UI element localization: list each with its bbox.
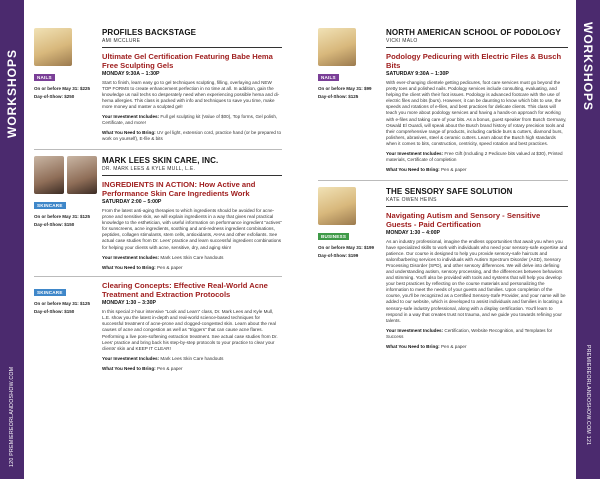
day-of-show-price: Day-of-Show: $150 (34, 221, 75, 227)
investment-text: Free Gift (Including 2 Pedicure bits valued at $30), Printed materials, Certificate of completion (386, 151, 563, 163)
what-to-bring (102, 265, 282, 271)
session-description: Start to finish, learn easy go to gel techniques sculpting, filling, overlaying and NEW TOP FORMS to create enhancement perfection in no time at all. In addition, gain the knowledge us nail techs so desperately need when experiencing possible hema and di-hema allergies. This class is packed with info and techniques to save you time, make more money and master a sculpted gel! (102, 80, 280, 110)
session-card (34, 281, 282, 372)
session-description: As an industry professional, imagine the endless opportunities that await you when you have specialized skills to work with individuals who need your sensory-safe expertise and patience. Our course is designed to help you provide sensory-safe haircuts and salon/barbering services to individuals with Autism Spectrum Disorder (ASD), Sensory Processing Disorder (SPD), and other sensory differences. We will delve into defining and understanding autism, sensory processing, and the differences between behaviors and stimming. You'll also be provided with tools and systems that will help you develop your best practices by reflecting on the course materials and personalizing the information to meet the needs of your guests and families. Upon completion of the course, you'll be recognized as a Certified Sensory-Safe Provider, and your name will be added to our website, which is developed to assist individuals and families in locating a sensory-safe industry professional, along with a display certification. You'll learn to respond in a way that creates trust not trauma, and we guide you towards refining your talents. (386, 238, 568, 323)
bring-label: What You Need to Bring: (386, 167, 440, 173)
bring-text: Pen & paper (156, 365, 183, 371)
investment-label: Your Investment Includes: (102, 254, 160, 260)
bring-text: Pen & paper (156, 264, 183, 270)
presenter-photo (34, 156, 64, 194)
investment-includes (102, 255, 282, 261)
left-page-footer: 120 PREMIEREORLANDOSHOW.COM (9, 366, 15, 467)
divider (102, 175, 282, 176)
company-name: THE SENSORY SAFE SOLUTION (386, 186, 513, 196)
investment-text: Full gel sculpting kit (Value of $00), Top forms, Gel polish, Certificate, and more! (102, 114, 278, 126)
session-description: In this special 2-hour intensive "Look and Learn" class, Dr. Mark Lees and Kyle Mull, L.E. show you the latest in-depth and real-world science-based techniques for successful treatment of acne-prone and clogged-congested skin. Learn about the real causes of acne and congestion as well as "triggers" that can cause acne flares. Performing a live pore-softening extraction treatment. See actual case studies from Dr. Lees' practice and bring back his step-by-step protocols to your practice to clear your clients' skin and KEEP IT CLEAR! (102, 309, 278, 351)
session-description: With ever-changing clientele getting pedicures, foot care services must go beyond the pretty toes and polished nails. Podology services include consulting, evaluating, and helping the client with their foot issues. Podology is advanced footcare with the use of electric files and bits (burs). However, it can be daunting to know which bits to use, the speeds and rotations of e-files, and best practices for delicate clients. This class will teach you more about podology services and having a hands-on approach for working with e-files and taking care of your bits. As a bonus, guest speaker from Busch Germany, Oswald El Ouardi, will speak about the Busch brand history of rotary precision tools and their comprehensive range of products, including carbide burs & cutters, diamond burs, polishers, abrasives, steel & ceramic cutters. Learn about the Busch high standards when it comes to bits, construction, centricity, speed rotation and best practices. (386, 80, 567, 146)
session-card (318, 28, 568, 173)
presenter-name: DR. MARK LEES & KYLE MULL, L.E. (102, 165, 196, 172)
presenter-photo (318, 187, 356, 225)
investment-includes (102, 356, 282, 362)
session-meta (34, 28, 98, 100)
what-to-bring (386, 167, 568, 173)
left-side-band (0, 0, 24, 479)
section-separator (34, 149, 282, 150)
early-price: On or before May 31: $99 (318, 86, 372, 91)
presenter-name: VICKI MALO (386, 38, 418, 44)
investment-includes (386, 151, 568, 163)
session-title: INGREDIENTS IN ACTION: How Active and Performance Skin Care Ingredients Work (102, 179, 256, 198)
investment-text: Mark Lees Skin Care handouts (160, 355, 224, 361)
section-separator (318, 180, 568, 181)
session-meta (318, 187, 382, 259)
investment-label: Your Investment Includes: (386, 151, 444, 157)
investment-text: Mark Lees Skin Care handouts (160, 254, 224, 260)
day-of-show-price: Day-of-Show: $199 (318, 252, 359, 258)
day-of-show-price: Day-of-Show: $150 (34, 309, 75, 315)
presenter-photos (34, 156, 98, 194)
session-time: MONDAY 9:30A – 1:30P (102, 71, 160, 77)
category-badge: NAILS (318, 74, 339, 81)
right-side-band (576, 0, 600, 479)
presenter-photo (67, 156, 97, 194)
investment-text: Certification, Website Recognition, and Templates for Success (386, 327, 553, 339)
presenter-photo (34, 28, 72, 66)
session-meta (318, 28, 382, 100)
left-band-title-wrap (0, 0, 24, 150)
bring-label: What You Need to Bring: (386, 343, 440, 349)
what-to-bring (102, 366, 282, 372)
right-page-footer: PREMIEREORLANDOSHOW.COM 121 (585, 345, 591, 446)
category-badge: SKINCARE (34, 202, 66, 209)
left-band-title: WORKSHOPS (5, 48, 19, 138)
section-separator (34, 276, 282, 277)
investment-includes (386, 328, 568, 340)
category-badge: SKINCARE (34, 289, 66, 296)
session-title: Navigating Autism and Sensory - Sensitive Guests - Paid Certification (386, 210, 541, 229)
session-content (386, 187, 568, 350)
what-to-bring (386, 344, 568, 350)
category-badge: BUSINESS (318, 233, 349, 240)
presenter-name: KATE OWEN HEINS (386, 196, 437, 203)
right-band-title: WORKSHOPS (581, 22, 595, 112)
investment-includes (102, 114, 282, 126)
session-meta (34, 281, 98, 315)
right-column (318, 28, 568, 350)
what-to-bring (102, 130, 282, 142)
session-title: Podology Pedicuring with Electric Files & Busch Bits (386, 52, 562, 70)
session-content (102, 281, 282, 372)
company-name: MARK LEES SKIN CARE, INC. (102, 155, 219, 165)
early-price: On or before May 31: $125 (34, 301, 91, 307)
session-time: SATURDAY 9:30A – 1:30P (386, 71, 449, 77)
divider (386, 47, 568, 48)
divider (386, 206, 568, 207)
session-card (34, 156, 282, 271)
left-column (34, 28, 282, 372)
investment-label: Your Investment Includes: (102, 114, 160, 120)
early-price: On or before May 31: $125 (34, 213, 91, 219)
bring-text: Pen & paper (440, 167, 467, 173)
bring-text: UV gel light, extension cord, practice hand (or be prepared to work on yourself), E-file & bits (102, 130, 282, 142)
session-card (34, 28, 282, 142)
session-time: MONDAY 1:30 – 4:00P (386, 229, 440, 236)
presenter-photo (318, 28, 356, 66)
category-badge: NAILS (34, 74, 55, 81)
day-of-show-price: Day-of-Show: $125 (318, 94, 359, 99)
bring-label: What You Need to Bring: (102, 365, 156, 371)
presenter-name: AMI MCCLURE (102, 38, 141, 44)
bring-label: What You Need to Bring: (102, 130, 156, 136)
session-content (102, 28, 282, 142)
right-band-label (576, 0, 600, 479)
session-title: Ultimate Gel Certification Featuring Babe Hema Free Sculpting Gels (102, 52, 273, 70)
investment-label: Your Investment Includes: (386, 327, 444, 333)
day-of-show-price: Day-of-Show: $250 (34, 94, 75, 99)
bring-label: What You Need to Bring: (102, 264, 156, 270)
investment-label: Your Investment Includes: (102, 355, 160, 361)
company-name: PROFILES BACKSTAGE (102, 28, 197, 37)
divider (102, 47, 282, 48)
early-price: On or before May 31: $225 (34, 86, 91, 91)
session-content (386, 28, 568, 173)
bring-text: Pen & paper (440, 343, 467, 349)
session-card (318, 187, 568, 350)
session-meta (34, 156, 98, 228)
company-name: NORTH AMERICAN SCHOOL OF PODOLOGY (386, 28, 561, 37)
session-time: MONDAY 1:30 – 3:30P (102, 300, 156, 307)
session-content (102, 156, 282, 271)
session-description: From the latest anti-aging therapies to which ingredients should be avoided for acne-prone and sensitive skin, we will explain ingredients in a way that gives real practical knowledge to the esthetician, with useful information on performance ingredient "actives" for sunscreens, acne ingredients, soothing and anti-redness ingredient combinations, peptides, collagen stimulants, stem cells, antioxidants, AHAs and other exfoliants. See actual case studies from Dr. Lees' practice and learn successful ingredient combinations for helping your clients with acne, sensitive, dry, and aging skin! (102, 207, 282, 250)
session-title: Clearing Concepts: Effective Real-World Acne Treatment and Extraction Protocols (102, 281, 268, 300)
session-time: SATURDAY 2:00 – 5:00P (102, 198, 162, 205)
early-price: On or before May 31: $199 (318, 244, 375, 250)
